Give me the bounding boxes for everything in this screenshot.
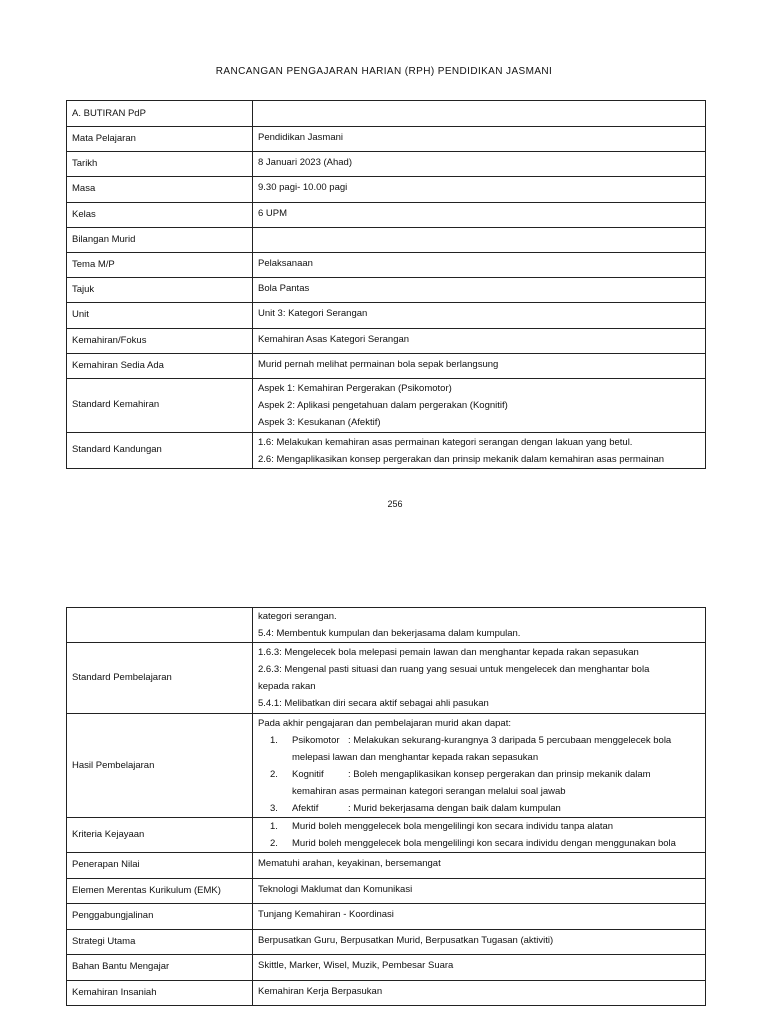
table-row: [67, 328, 706, 353]
aspect-text: : Melakukan sekurang-kurangnya 3 daripada 5 percubaan menggelecek bola: [348, 735, 672, 746]
text-line: 2.6.3: Mengenal pasti situasi dan ruang yang sesuai untuk mengelecek dan menghantar bola: [258, 664, 650, 675]
row-label: Unit: [67, 303, 253, 328]
row-value: Bola Pantas: [253, 278, 706, 303]
text-line: Aspek 2: Aplikasi pengetahuan dalam pergerakan (Kognitif): [258, 399, 508, 411]
text-line: 1.6.3: Mengelecek bola melepasi pemain lawan dan menghantar kepada rakan sepasukan: [258, 647, 639, 658]
row-label: Penerapan Nilai: [67, 853, 253, 879]
row-value: Tunjang Kemahiran - Koordinasi: [253, 904, 706, 930]
row-value: 9.30 pagi- 10.00 pagi: [253, 177, 706, 202]
row-value: [253, 714, 706, 818]
row-value: [253, 432, 706, 468]
row-value: [253, 643, 706, 714]
row-label: A. BUTIRAN PdP: [67, 101, 253, 127]
hasil-pembelajaran-row: [67, 714, 706, 818]
text-line: Aspek 1: Kemahiran Pergerakan (Psikomotor): [258, 382, 452, 394]
list-text: [292, 732, 671, 749]
row-value: [253, 608, 706, 643]
aspect-text: : Boleh mengaplikasikan konsep pergerakan dan prinsip mekanik dalam: [348, 769, 651, 780]
row-value: Skittle, Marker, Wisel, Muzik, Pembesar Suara: [253, 955, 706, 981]
list-text: [292, 766, 651, 783]
list-continuation: melepasi lawan dan menghantar kepada rakan sepasukan: [292, 752, 539, 763]
row-label: Kriteria Kejayaan: [67, 818, 253, 853]
aspect-name: Afektif: [292, 803, 319, 814]
row-value: Kemahiran Kerja Berpasukan: [253, 980, 706, 1006]
table-row: [67, 955, 706, 981]
intro-line: Pada akhir pengajaran dan pembelajaran murid akan dapat:: [258, 718, 511, 729]
table-row: [67, 202, 706, 227]
list-text: Murid boleh menggelecek bola mengelilingi kon secara individu dengan menggunakan bola: [292, 838, 676, 849]
row-label: Mata Pelajaran: [67, 127, 253, 152]
text-line: kepada rakan: [258, 681, 316, 692]
list-text: Murid boleh menggelecek bola mengelilingi kon secara individu tanpa alatan: [292, 821, 614, 832]
row-value: Unit 3: Kategori Serangan: [253, 303, 706, 328]
row-label: Tarikh: [67, 152, 253, 177]
table-row: [67, 252, 706, 277]
list-item: [258, 766, 700, 783]
row-label: Standard Pembelajaran: [67, 643, 253, 714]
lesson-details-table: [66, 100, 706, 469]
standard-kemahiran-row: [67, 378, 706, 432]
table-row: [67, 303, 706, 328]
table-row: [67, 152, 706, 177]
row-value: [253, 227, 706, 252]
row-label: Elemen Merentas Kurikulum (EMK): [67, 878, 253, 904]
table-row: [67, 980, 706, 1006]
document-title: RANCANGAN PENGAJARAN HARIAN (RPH) PENDIDIKAN JASMANI: [215, 66, 553, 77]
table-row: [67, 904, 706, 930]
row-label: Strategi Utama: [67, 929, 253, 955]
page-number: 256: [387, 499, 403, 509]
list-item: [258, 835, 700, 852]
row-value: [253, 818, 706, 853]
table-row: [67, 127, 706, 152]
table-row: [67, 278, 706, 303]
row-label: Kemahiran/Fokus: [67, 328, 253, 353]
table-row: [67, 177, 706, 202]
list-number: 3.: [270, 803, 278, 814]
row-label: Penggabungjalinan: [67, 904, 253, 930]
row-value: [253, 101, 706, 127]
list-number: 1.: [270, 735, 278, 746]
row-value: Kemahiran Asas Kategori Serangan: [253, 328, 706, 353]
text-line: 1.6: Melakukan kemahiran asas permainan kategori serangan dengan lakuan yang betul.: [258, 436, 633, 448]
row-value: Teknologi Maklumat dan Komunikasi: [253, 878, 706, 904]
table-row: [67, 878, 706, 904]
row-label: Standard Kandungan: [67, 432, 253, 468]
row-label: Bahan Bantu Mengajar: [67, 955, 253, 981]
row-label: Tajuk: [67, 278, 253, 303]
row-value: Berpusatkan Guru, Berpusatkan Murid, Berpusatkan Tugasan (aktiviti): [253, 929, 706, 955]
table-row: [67, 853, 706, 879]
table-row: [67, 101, 706, 127]
list-number: 1.: [270, 821, 278, 832]
standard-kandungan-continued-row: [67, 608, 706, 643]
row-label: Kemahiran Sedia Ada: [67, 353, 253, 378]
list-item: [258, 732, 700, 749]
row-label: Kemahiran Insaniah: [67, 980, 253, 1006]
text-line: 2.6: Mengaplikasikan konsep pergerakan dan prinsip mekanik dalam kemahiran asas permainan: [258, 453, 665, 465]
table-row: [67, 227, 706, 252]
row-label: Standard Kemahiran: [67, 378, 253, 432]
row-label-empty: [67, 608, 253, 643]
row-value: Murid pernah melihat permainan bola sepak berlangsung: [253, 353, 706, 378]
row-value: Pendidikan Jasmani: [253, 127, 706, 152]
text-line: 5.4.1: Melibatkan diri secara aktif sebagai ahli pasukan: [258, 698, 489, 709]
row-value: 6 UPM: [253, 202, 706, 227]
table-row: [67, 929, 706, 955]
row-value: [253, 378, 706, 432]
standard-kandungan-row: [67, 432, 706, 468]
text-line: 5.4: Membentuk kumpulan dan bekerjasama dalam kumpulan.: [258, 628, 521, 639]
row-label: Kelas: [67, 202, 253, 227]
text-line: kategori serangan.: [258, 611, 337, 622]
row-label: Bilangan Murid: [67, 227, 253, 252]
aspect-name: Psikomotor: [292, 735, 340, 746]
table-row: [67, 353, 706, 378]
list-item: [258, 818, 700, 835]
row-value: 8 Januari 2023 (Ahad): [253, 152, 706, 177]
aspect-name: Kognitif: [292, 769, 324, 780]
row-value: Pelaksanaan: [253, 252, 706, 277]
row-label: Hasil Pembelajaran: [67, 714, 253, 818]
row-label: Tema M/P: [67, 252, 253, 277]
row-value: Mematuhi arahan, keyakinan, bersemangat: [253, 853, 706, 879]
row-label: Masa: [67, 177, 253, 202]
lesson-details-table-continued: [66, 607, 706, 1006]
list-number: 2.: [270, 769, 278, 780]
list-text: [292, 800, 561, 817]
standard-pembelajaran-row: [67, 643, 706, 714]
text-line: Aspek 3: Kesukanan (Afektif): [258, 416, 381, 428]
list-number: 2.: [270, 838, 278, 849]
aspect-text: : Murid bekerjasama dengan baik dalam kumpulan: [348, 803, 561, 814]
list-item: [258, 800, 700, 817]
kriteria-kejayaan-row: [67, 818, 706, 853]
list-continuation: kemahiran asas permainan kategori serangan melalui soal jawab: [292, 786, 566, 797]
